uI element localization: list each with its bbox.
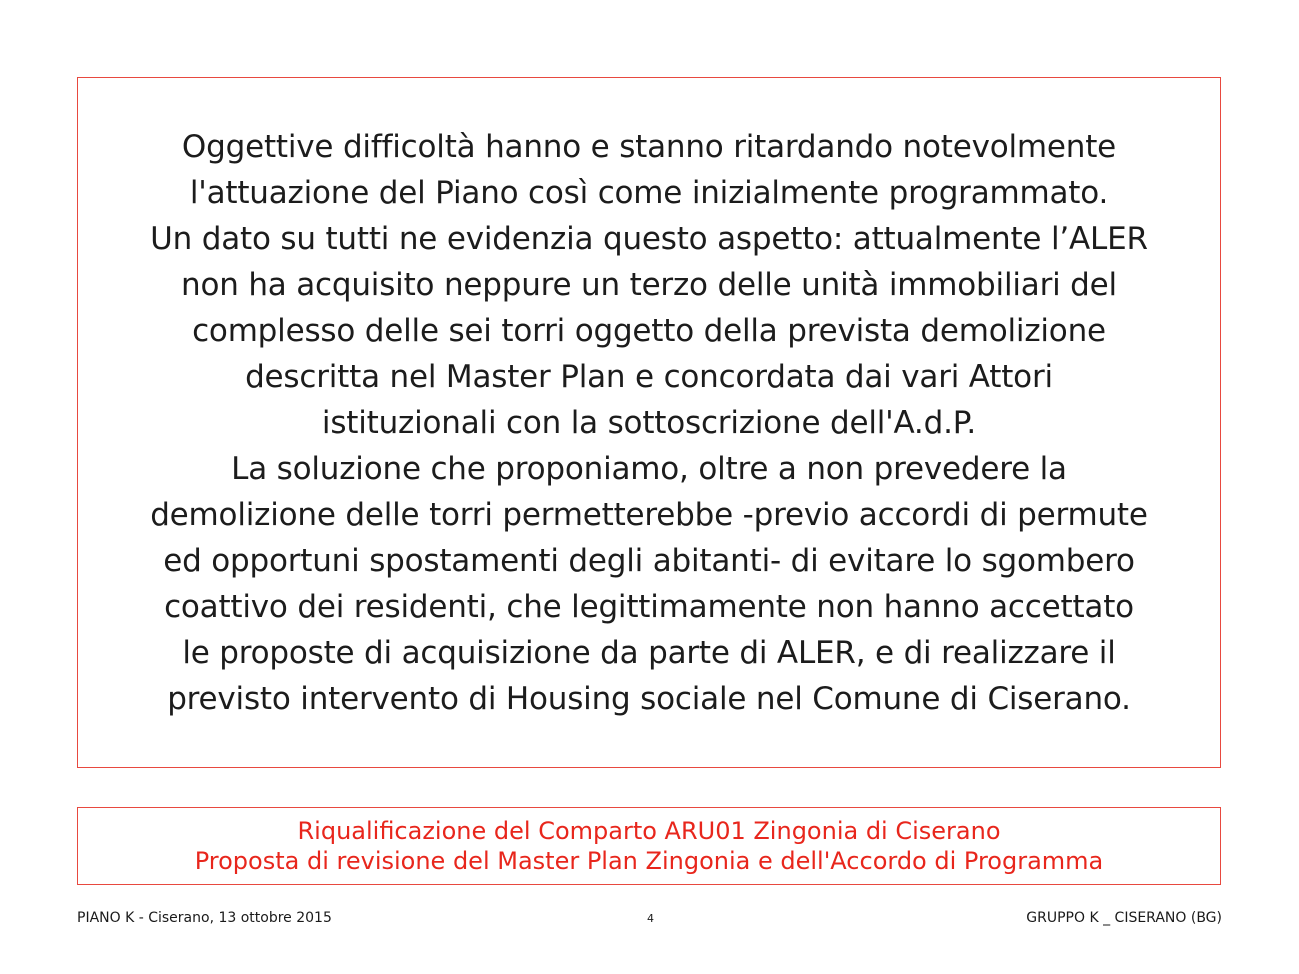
main-text-line: non ha acquisito neppure un terzo delle unità immobiliari del: [181, 266, 1117, 303]
main-text-line: Un dato su tutti ne evidenzia questo aspetto: attualmente l’ALER: [150, 220, 1148, 257]
footer-right-text: GRUPPO K _ CISERANO (BG): [1026, 910, 1222, 926]
page-number: 4: [647, 912, 654, 925]
main-text-line: La soluzione che proponiamo, oltre a non prevedere la: [231, 450, 1067, 487]
main-paragraph: [144, 124, 1154, 722]
main-text-line: previsto intervento di Housing sociale nel Comune di Ciserano.: [167, 680, 1131, 717]
main-text-line: Oggettive difficoltà hanno e stanno ritardando notevolmente: [181, 128, 1117, 165]
caption-title: Riqualificazione del Comparto ARU01 Zingonia di Ciserano: [297, 817, 1001, 845]
main-text-line: demolizione delle torri permetterebbe -previo accordi di permute: [150, 496, 1148, 533]
main-text-line: coattivo dei residenti, che legittimamente non hanno accettato: [164, 588, 1134, 625]
main-text-line: istituzionali con la sottoscrizione dell'A.d.P.: [321, 404, 977, 441]
caption-box: [77, 807, 1221, 885]
main-text-line: le proposte di acquisizione da parte di ALER, e di realizzare il: [182, 634, 1116, 671]
main-text-line: descritta nel Master Plan e concordata dai vari Attori: [245, 358, 1053, 395]
footer-left-text: PIANO K - Ciserano, 13 ottobre 2015: [77, 910, 332, 926]
footer: [77, 910, 1222, 932]
caption-subtitle: Proposta di revisione del Master Plan Zingonia e dell'Accordo di Programma: [194, 847, 1104, 875]
main-text-line: complesso delle sei torri oggetto della prevista demolizione: [192, 312, 1106, 349]
main-text-line: l'attuazione del Piano così come inizialmente programmato.: [189, 174, 1109, 211]
main-text-box: [77, 77, 1221, 768]
main-text-line: ed opportuni spostamenti degli abitanti- di evitare lo sgombero: [163, 542, 1135, 579]
